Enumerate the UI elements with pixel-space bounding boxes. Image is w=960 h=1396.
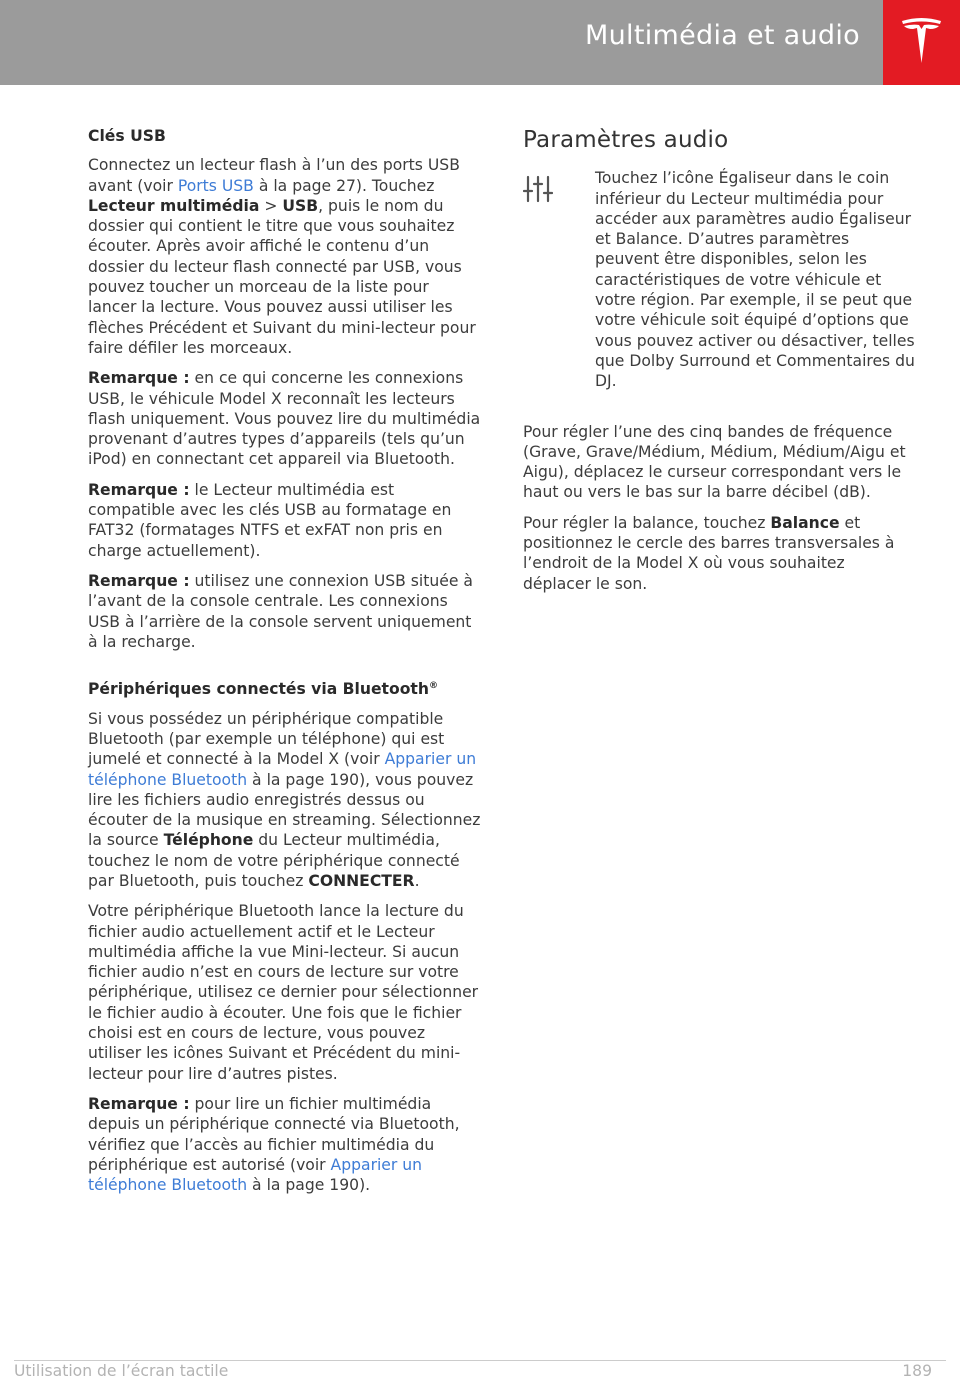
brand-logo-box bbox=[883, 0, 960, 85]
bluetooth-paragraph bbox=[88, 709, 482, 892]
icon-cell bbox=[523, 168, 595, 209]
text-run: et positionnez le cercle des barres transversales à l’endroit de la Model X où vous souhaitez déplacer le son. bbox=[523, 513, 895, 593]
text-run: , puis le nom du dossier qui contient le titre que vous souhaitez écouter. Après avoir affiché le contenu d’un dossier du lecteur flash connecté par USB, vous pouvez toucher un morceau de la liste pour lancer la lecture. Vous pouvez aussi utiliser les flèches Précédent et Suivant du mini-lecteur pour faire défiler les morceaux. bbox=[88, 196, 476, 357]
bold-text: Lecteur multimédia bbox=[88, 196, 260, 215]
note-paragraph bbox=[88, 480, 482, 561]
note-paragraph bbox=[88, 368, 482, 469]
text-run: . bbox=[414, 871, 420, 890]
bluetooth-heading bbox=[88, 676, 482, 699]
text-run: à la page 190). bbox=[247, 1176, 371, 1195]
text-run: le Lecteur multimédia est compatible avec les clés USB au formatage en FAT32 (formatages NTFS et exFAT non pris en charge actuellement). bbox=[88, 480, 452, 560]
bluetooth-paragraph: Votre périphérique Bluetooth lance la lecture du fichier audio actuellement actif et le Lecteur multimédia affiche la vue Mini-lecteur. Si aucun fichier audio n’est en cours de lecture sur votre périphérique, utilisez ce dernier pour sélectionner le fichier audio à écouter. Une fois que le fichier choisi est en cours de lecture, vous pouvez utiliser les icônes Suivant et Précédent du mini-lecteur pour lire d’autres pistes. bbox=[88, 902, 479, 1083]
equalizer-text: Touchez l’icône Égaliseur dans le coin inférieur du Lecteur multimédia pour accéder aux paramètres audio Égaliseur et Balance. D’autres paramètres peuvent être disponibles, selon les caractéristiques de votre véhicule et votre région. Par exemple, il se peut que votre véhicule soit équipé d’options que vous pouvez activer ou désactiver, telles que Dolby Surround et Commentaires du DJ. bbox=[595, 169, 915, 391]
audio-settings-title: Paramètres audio bbox=[523, 127, 729, 153]
bold-text: CONNECTER bbox=[308, 871, 415, 890]
link-pair-bluetooth[interactable]: Apparier un téléphone Bluetooth bbox=[88, 1155, 423, 1195]
note-label: Remarque : bbox=[88, 571, 190, 590]
equalizer-icon bbox=[523, 174, 553, 204]
footer-section: Utilisation de l’écran tactile bbox=[14, 1362, 229, 1380]
heading-text: Périphériques connectés via Bluetooth bbox=[88, 680, 429, 699]
balance-paragraph bbox=[523, 513, 915, 594]
text-run: utilisez une connexion USB située à l’avant de la console centrale. Les connexions USB à l’arrière de la console servent uniquement à la recharge. bbox=[88, 571, 473, 651]
equalizer-note bbox=[523, 168, 915, 391]
footer-divider bbox=[14, 1360, 946, 1361]
note-paragraph bbox=[88, 1094, 482, 1195]
text-run: pour lire un fichier multimédia depuis un périphérique connecté via Bluetooth, vérifiez que l’accès au fichier multimédia du périphérique est autorisé (voir bbox=[88, 1094, 460, 1174]
bold-text: Téléphone bbox=[163, 831, 254, 850]
note-paragraph bbox=[88, 571, 482, 652]
bold-text: Balance bbox=[770, 513, 840, 532]
note-label: Remarque : bbox=[88, 480, 190, 499]
text-run: du Lecteur multimédia, touchez le nom de votre périphérique connecté par Bluetooth, puis touchez bbox=[88, 831, 460, 890]
text-run: à la page 190), vous pouvez lire les fichiers audio enregistrés dessus ou écouter de la musique en streaming. Sélectionnez la source bbox=[88, 770, 481, 850]
link-ports-usb[interactable]: Ports USB bbox=[177, 176, 254, 195]
text-run: Si vous possédez un périphérique compatible Bluetooth (par exemple un téléphone) qui est jumelé et connecté à la Model X (voir bbox=[88, 709, 445, 769]
left-column bbox=[88, 126, 482, 1205]
text-run: Pour régler la balance, touchez bbox=[523, 513, 771, 532]
page-header bbox=[0, 0, 960, 85]
text-run: > bbox=[259, 196, 283, 215]
usb-paragraph bbox=[88, 155, 482, 358]
text-run: Connectez un lecteur flash à l’un des ports USB avant (voir bbox=[88, 156, 460, 195]
tesla-logo-icon bbox=[900, 16, 943, 66]
band-paragraph: Pour régler l’une des cinq bandes de fréquence (Grave, Grave/Médium, Médium, Médium/Aigu et Aigu), déplacez le curseur correspondant vers le haut ou vers le bas sur la barre décibel (dB). bbox=[523, 422, 906, 502]
registered-mark: ® bbox=[429, 681, 438, 692]
note-label: Remarque : bbox=[88, 1094, 190, 1113]
text-run: à la page 27). Touchez bbox=[253, 176, 435, 195]
usb-heading: Clés USB bbox=[88, 127, 166, 145]
bold-text: USB bbox=[282, 196, 319, 215]
text-run: en ce qui concerne les connexions USB, le véhicule Model X reconnaît les lecteurs flash uniquement. Vous pouvez lire du multimédia provenant d’autres types d’appareils (tels qu’un iPod) en connectant cet appareil via Bluetooth. bbox=[88, 369, 481, 469]
page-number: 189 bbox=[902, 1362, 932, 1380]
right-column bbox=[523, 126, 915, 604]
link-pair-bluetooth[interactable]: Apparier un téléphone Bluetooth bbox=[88, 750, 477, 789]
note-label: Remarque : bbox=[88, 369, 190, 388]
page-section-title: Multimédia et audio bbox=[585, 20, 860, 51]
